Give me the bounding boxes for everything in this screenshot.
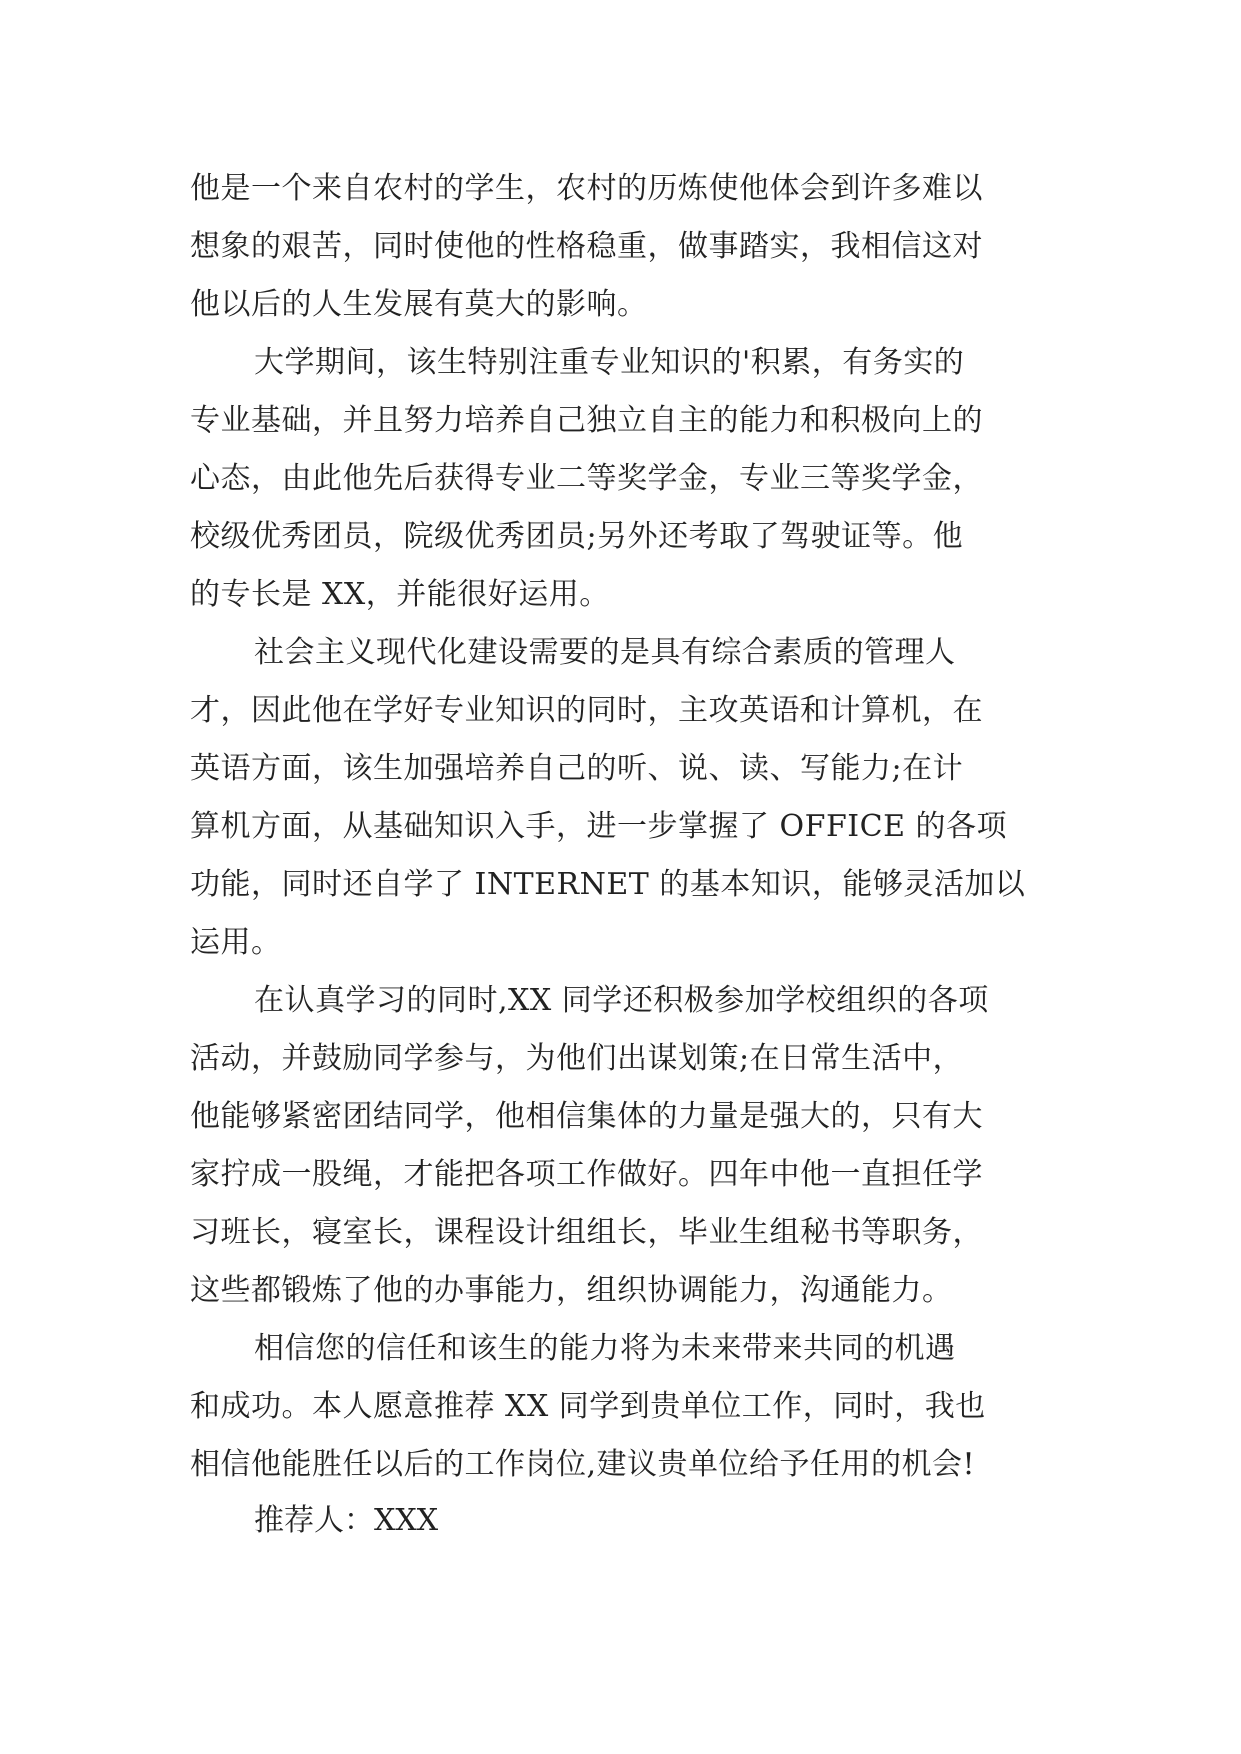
text-line: 相信他能胜任以后的工作岗位,建议贵单位给予任用的机会! bbox=[190, 1447, 976, 1482]
text-line: 算机方面，从基础知识入手，进一步掌握了 OFFICE 的各项 bbox=[190, 809, 1008, 844]
text-line: 相信您的信任和该生的能力将为未来带来共同的机遇 bbox=[254, 1331, 956, 1366]
text-line: 才，因此他在学好专业知识的同时，主攻英语和计算机，在 bbox=[190, 693, 983, 728]
text-line: 功能，同时还自学了 INTERNET 的基本知识，能够灵活加以 bbox=[190, 867, 1026, 902]
paragraph-background bbox=[190, 160, 1050, 334]
paragraph-university-achievements bbox=[190, 334, 1050, 624]
paragraph-skills bbox=[190, 624, 1050, 972]
signature-line: 推荐人：XXX bbox=[254, 1503, 439, 1538]
paragraph-activities bbox=[190, 972, 1050, 1320]
text-line: 和成功。本人愿意推荐 XX 同学到贵单位工作，同时，我也 bbox=[190, 1389, 986, 1424]
text-line: 心态，由此他先后获得专业二等奖学金，专业三等奖学金， bbox=[190, 461, 983, 496]
text-line: 专业基础，并且努力培养自己独立自主的能力和积极向上的 bbox=[190, 403, 983, 438]
text-line: 校级优秀团员，院级优秀团员;另外还考取了驾驶证等。他 bbox=[190, 519, 964, 554]
text-line: 习班长，寝室长，课程设计组组长，毕业生组秘书等职务， bbox=[190, 1215, 983, 1250]
text-line: 大学期间，该生特别注重专业知识的'积累，有务实的 bbox=[254, 345, 965, 380]
text-line: 想象的艰苦，同时使他的性格稳重，做事踏实，我相信这对 bbox=[190, 229, 983, 264]
text-line: 他以后的人生发展有莫大的影响。 bbox=[190, 287, 648, 322]
paragraph-recommendation bbox=[190, 1320, 1050, 1494]
text-line: 他是一个来自农村的学生，农村的历炼使他体会到许多难以 bbox=[190, 171, 983, 206]
text-line: 他能够紧密团结同学，他相信集体的力量是强大的，只有大 bbox=[190, 1099, 983, 1134]
text-line: 英语方面，该生加强培养自己的听、说、读、写能力;在计 bbox=[190, 751, 964, 786]
text-line: 家拧成一股绳，才能把各项工作做好。四年中他一直担任学 bbox=[190, 1157, 983, 1192]
letter-body bbox=[190, 160, 1050, 1494]
text-line: 的专长是 XX，并能很好运用。 bbox=[190, 577, 610, 612]
text-line: 社会主义现代化建设需要的是具有综合素质的管理人 bbox=[254, 635, 956, 670]
text-line: 运用。 bbox=[190, 925, 282, 960]
text-line: 活动，并鼓励同学参与，为他们出谋划策;在日常生活中， bbox=[190, 1041, 964, 1076]
text-line: 这些都锻炼了他的办事能力，组织协调能力，沟通能力。 bbox=[190, 1273, 953, 1308]
text-line: 在认真学习的同时,XX 同学还积极参加学校组织的各项 bbox=[254, 983, 989, 1018]
